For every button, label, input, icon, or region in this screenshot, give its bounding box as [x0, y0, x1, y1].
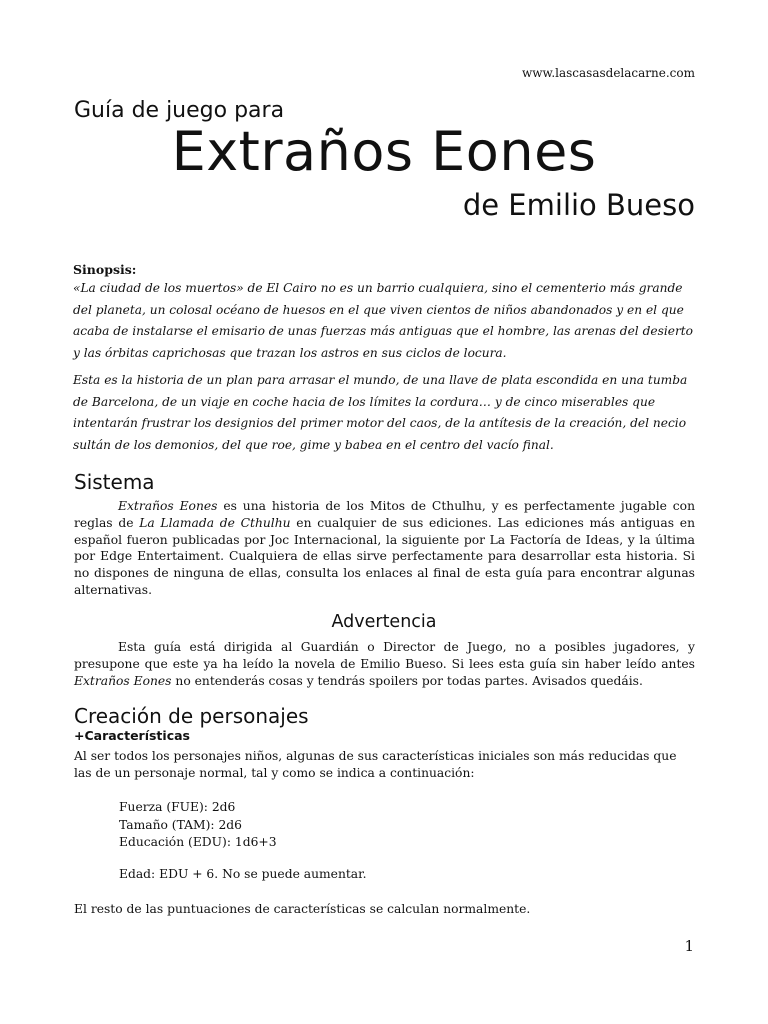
synopsis-label: Sinopsis: — [73, 262, 137, 277]
synopsis-block — [73, 262, 695, 456]
sistema-paragraph — [74, 498, 695, 599]
game-title-italic: La Llamada de Cthulhu — [139, 515, 291, 530]
page-number: 1 — [684, 937, 694, 955]
book-title: Extraños Eones — [171, 120, 597, 183]
synopsis-paragraph-1: «La ciudad de los muertos» de El Cairo no es un barrio cualquiera, sino el cementerio más grande del planeta, un colosal océano de huesos en el que viven cientos de niños abandonados y en el que acaba de instalarse el emisario de unas fuerzas más antiguas que el hombre, las arenas del desierto y las órbitas caprichosas que trazan los astros en sus ciclos de locura. — [73, 281, 694, 360]
book-title-italic: Extraños Eones — [74, 673, 172, 688]
guide-prefix: Guía de juego para — [74, 98, 285, 123]
advertencia-paragraph — [74, 639, 695, 689]
sistema-text-1: es una historia de los Mitos de Cthulhu, y es perfectamente jugable con reglas de — [74, 499, 695, 530]
sistema-section — [74, 498, 695, 599]
author-line: de Emilio Bueso — [462, 188, 695, 222]
advertencia-section — [74, 639, 695, 689]
advertencia-heading: Advertencia — [331, 612, 437, 632]
synopsis-paragraph-2: Esta es la historia de un plan para arrasar el mundo, de una llave de plata escondida en una tumba de Barcelona, de un viaje en coche hacia de los límites la cordura… y de cinco miserables que intentarán frustrar los designios del primer motor del caos, de la antítesis de la creación, del necio sultán de los demonios, del que roe, gime y babea en el centro del vacío final. — [73, 373, 688, 452]
caracteristicas-subheading: +Características — [74, 728, 190, 743]
advertencia-text-2: no entenderás cosas y tendrás spoilers por todas partes. Avisados quedáis. — [171, 673, 643, 688]
advertencia-text-1: Esta guía está dirigida al Guardián o Director de Juego, no a posibles jugadores, y presupone que este ya ha leído la novela de Emilio Bueso. Si lees esta guía sin haber leído antes — [74, 640, 695, 671]
caracteristicas-intro — [74, 748, 695, 782]
stat-fuerza: Fuerza (FUE): 2d6 — [119, 800, 236, 814]
resto-note: El resto de las puntuaciones de características se calculan normalmente. — [74, 902, 531, 916]
stat-edad: Edad: EDU + 6. No se puede aumentar. — [119, 867, 367, 881]
caracteristicas-intro-text: Al ser todos los personajes niños, algunas de sus características iniciales son más reducidas que las de un personaje normal, tal y como se indica a continuación: — [74, 749, 677, 780]
stat-tamano: Tamaño (TAM): 2d6 — [119, 818, 242, 832]
book-title-italic: Extraños Eones — [118, 499, 218, 513]
site-url: www.lascasasdelacarne.com — [521, 66, 695, 80]
creacion-heading: Creación de personajes — [74, 704, 309, 728]
sistema-heading: Sistema — [74, 470, 155, 494]
stat-educacion: Educación (EDU): 1d6+3 — [119, 835, 277, 849]
sistema-text-2: en cualquier de sus ediciones. Las ediciones más antiguas en español fueron publicadas por Joc Internacional, la siguiente por La Factoría de Ideas, y la última por Edge Entertaiment. Cualquiera de ellas sirve perfectamente para desarrollar esta historia. Si no dispones de ninguna de ellas, consulta los enlaces al final de esta guía para encontrar algunas alternativas. — [74, 515, 695, 597]
